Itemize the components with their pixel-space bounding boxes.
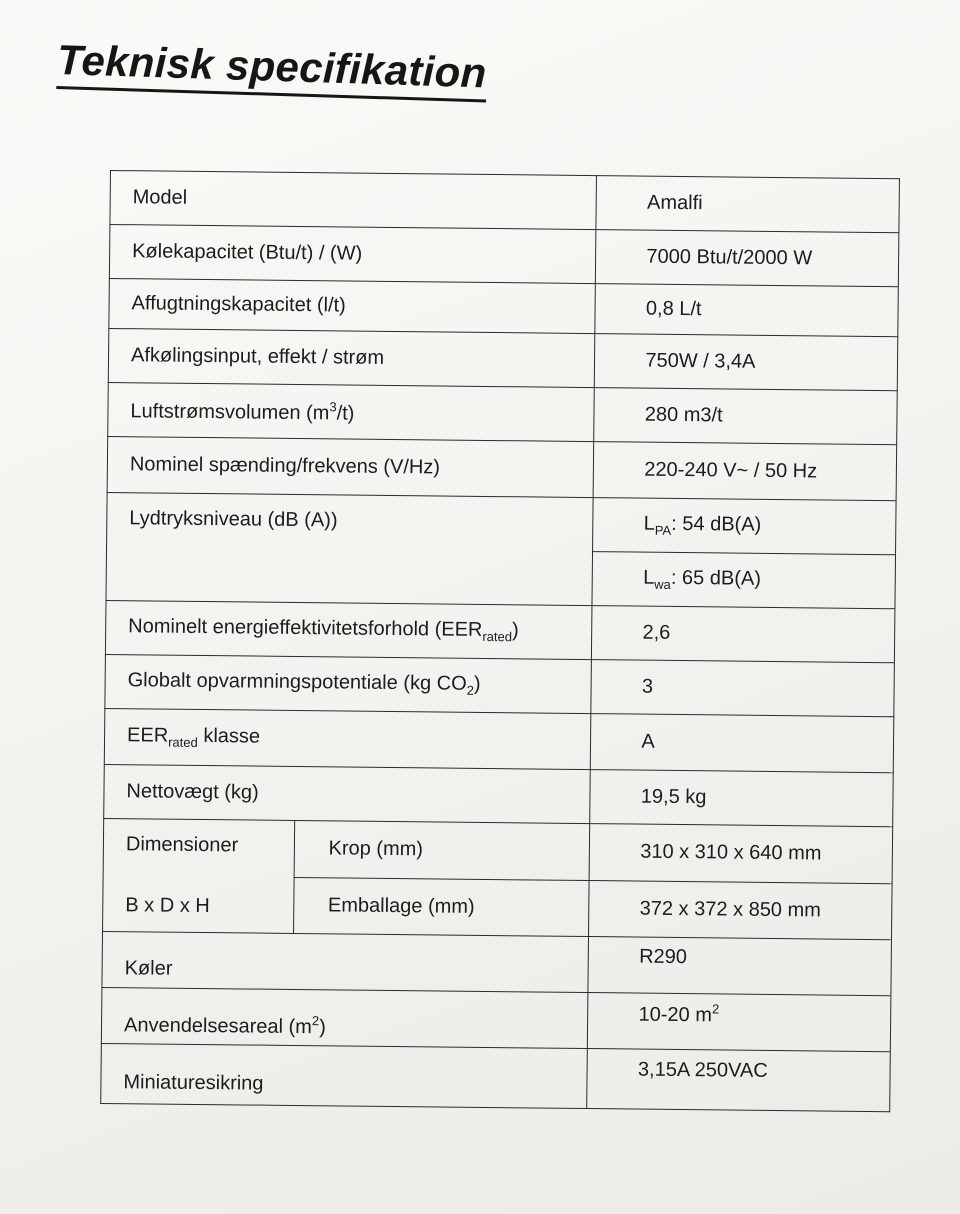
row-value-weight: 19,5 kg [590, 770, 893, 827]
label-text: L [643, 512, 655, 535]
table-row [109, 225, 899, 287]
row-label-body: Krop (mm) [294, 820, 590, 880]
value-text: : 65 dB(A) [670, 566, 762, 590]
table-row [101, 987, 891, 1051]
label-text: Globalt opvarmningspotentiale (kg CO [127, 669, 467, 695]
row-label-model: Model [110, 171, 597, 230]
row-value-eer-class: A [591, 714, 894, 773]
label-text: /t) [336, 401, 355, 425]
table-row [104, 708, 894, 772]
label-text: ) [319, 1015, 326, 1038]
row-value-eer: 2,6 [592, 606, 895, 663]
table-row [101, 1043, 891, 1111]
row-value-body: 310 x 310 x 640 mm [589, 824, 892, 884]
table-row [110, 171, 900, 233]
row-value-gwp: 3 [591, 660, 894, 717]
row-label-eer-class [104, 708, 591, 769]
superscript: 2 [311, 1012, 320, 1028]
row-label-coolant: Køler [102, 931, 589, 992]
page-title: Teknisk specifikation [56, 34, 487, 102]
row-label-packaging: Emballage (mm) [293, 877, 589, 937]
row-value-lwa [592, 552, 895, 609]
subscript: 2 [466, 682, 474, 698]
table-row [104, 764, 894, 826]
superscript: 2 [711, 1000, 720, 1016]
subscript: PA [654, 522, 672, 538]
label-text: L [643, 566, 655, 589]
row-label-eer [105, 600, 592, 659]
subscript: rated [482, 628, 513, 645]
table-row [109, 278, 898, 336]
value-text: : 54 dB(A) [671, 512, 762, 536]
dimensions-sublabel: B x D x H [125, 894, 210, 918]
spec-table [100, 170, 900, 1112]
table-row [105, 654, 895, 716]
label-text: Luftstrømsvolumen (m [130, 399, 330, 424]
dimensions-label: Dimensioner [125, 833, 239, 857]
subscript: rated [168, 734, 198, 750]
row-label-dehum: Affugtningskapacitet (l/t) [109, 278, 596, 333]
table-row [105, 600, 895, 662]
row-label-area [101, 987, 588, 1048]
subscript: wa [654, 576, 671, 592]
row-value-coolant: R290 [588, 937, 891, 996]
table-row [108, 382, 898, 444]
row-label-input: Afkølingsinput, effekt / strøm [108, 328, 595, 387]
row-label-dimensions [103, 818, 295, 933]
row-value-input: 750W / 3,4A [595, 334, 898, 391]
table-row [108, 328, 898, 390]
row-value-dehum: 0,8 L/t [595, 284, 898, 337]
label-text: Anvendelsesareal (m [123, 1013, 313, 1038]
row-value-model: Amalfi [596, 176, 899, 233]
row-value-area [588, 993, 891, 1052]
table-row [103, 818, 893, 883]
row-value-cooling: 7000 Btu/t/2000 W [596, 230, 899, 287]
row-label-airflow [108, 382, 595, 441]
label-text: ) [473, 672, 481, 695]
label-text: klasse [197, 724, 261, 748]
label-text: EER [126, 724, 169, 747]
row-label-fuse: Miniaturesikring [101, 1043, 588, 1108]
row-value-lpa [593, 498, 896, 555]
table-row [107, 492, 897, 554]
row-label-sound: Lydtryksniveau (dB (A)) [106, 492, 593, 605]
value-text: 10-20 m [638, 1003, 713, 1026]
label-text: Nominelt energieffektivitetsforhold (EER [128, 615, 483, 641]
row-value-fuse: 3,15A 250VAC [587, 1049, 890, 1112]
row-label-weight: Nettovægt (kg) [104, 764, 591, 823]
table-row [102, 931, 892, 995]
row-value-voltage: 220-240 V~ / 50 Hz [593, 442, 896, 501]
row-value-packaging: 372 x 372 x 850 mm [589, 880, 892, 940]
dimensions-label-stack [125, 833, 280, 919]
label-text: ) [511, 619, 519, 642]
row-label-gwp [105, 654, 592, 713]
superscript: 3 [329, 398, 337, 414]
row-value-airflow: 280 m3/t [594, 388, 897, 445]
table-row [107, 436, 897, 500]
row-label-voltage: Nominel spænding/frekvens (V/Hz) [107, 436, 594, 497]
row-label-cooling: Kølekapacitet (Btu/t) / (W) [109, 225, 596, 284]
spec-table-container [100, 170, 900, 1112]
